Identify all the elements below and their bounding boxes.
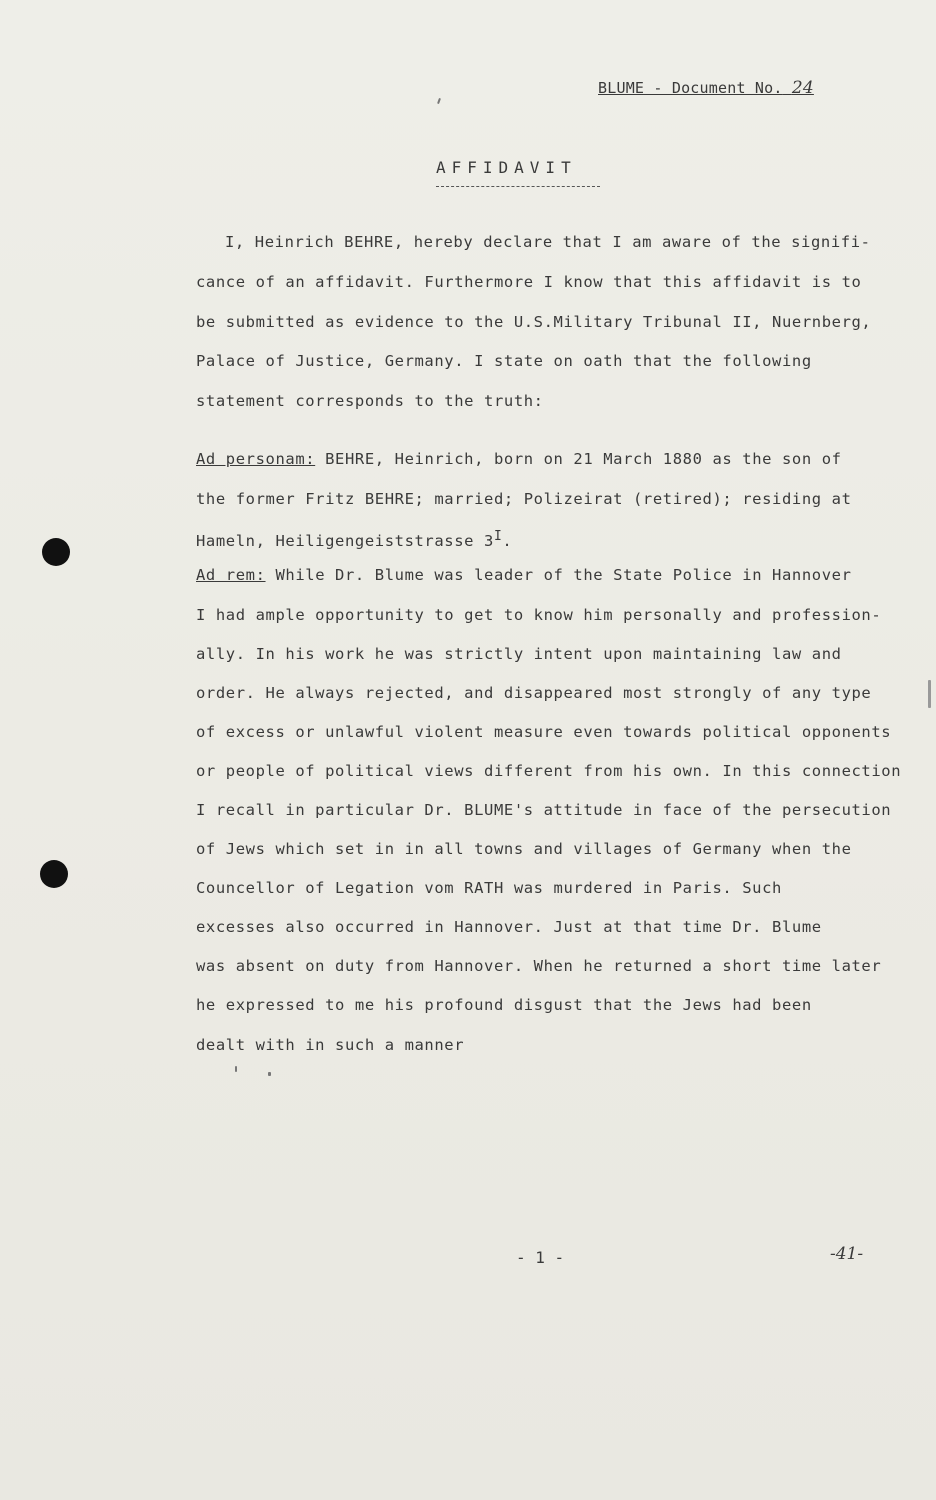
intro-line-1: I, Heinrich BEHRE, hereby declare that I am aware of the signifi- [225, 233, 871, 251]
paper-speck [437, 98, 441, 104]
address-period: . [502, 532, 513, 551]
punch-hole-top [42, 538, 70, 566]
ad-rem-line-11: was absent on duty from Hannover. When he returned a short time later [196, 957, 882, 975]
ad-personam-text-1: BEHRE, Heinrich, born on 21 March 1880 as the son of [325, 450, 842, 468]
paper-speck [268, 1072, 271, 1076]
ad-personam-line-1 [196, 450, 842, 468]
ad-rem-text-1: While Dr. Blume was leader of the State Police in Hannover [275, 566, 852, 584]
intro-line-2: cance of an affidavit. Furthermore I know that this affidavit is to [196, 273, 862, 291]
document-reference-text: BLUME - Document No. [598, 79, 783, 97]
paper-speck [235, 1066, 237, 1072]
address-text: Hameln, Heiligengeiststrasse 3 [196, 532, 494, 551]
paper-edge-mark [928, 680, 931, 708]
intro-line-3: be submitted as evidence to the U.S.Military Tribunal II, Nuernberg, [196, 313, 872, 331]
ad-rem-label: Ad rem: [196, 566, 266, 584]
ad-rem-line-2: I had ample opportunity to get to know him personally and profession- [196, 606, 882, 624]
ad-rem-line-3: ally. In his work he was strictly intent upon maintaining law and [196, 645, 842, 663]
intro-line-5: statement corresponds to the truth: [196, 392, 544, 410]
ad-personam-line-3 [196, 529, 512, 550]
punch-hole-bottom [40, 860, 68, 888]
title-underline [436, 186, 600, 187]
document-title: AFFIDAVIT [436, 158, 577, 177]
ad-rem-line-5: of excess or unlawful violent measure even towards political opponents [196, 723, 892, 741]
ad-personam-label: Ad personam: [196, 450, 316, 468]
sheet-number: -41- [830, 1244, 864, 1264]
ad-personam-line-2: the former Fritz BEHRE; married; Polizeirat (retired); residing at [196, 490, 852, 508]
document-number: 24 [791, 78, 814, 98]
ad-rem-line-4: order. He always rejected, and disappeared most strongly of any type [196, 684, 872, 702]
ad-rem-line-13: dealt with in such a manner [196, 1036, 465, 1054]
page-number: - 1 - [516, 1248, 565, 1267]
ad-rem-line-10: excesses also occurred in Hannover. Just at that time Dr. Blume [196, 918, 822, 936]
ad-rem-line-6: or people of political views different from his own. In this connection [196, 762, 902, 780]
address-superscript: I [493, 529, 503, 544]
document-reference [598, 78, 814, 98]
intro-line-4: Palace of Justice, Germany. I state on oath that the following [196, 352, 812, 370]
ad-rem-line-7: I recall in particular Dr. BLUME's attitude in face of the persecution [196, 801, 892, 819]
ad-rem-line-12: he expressed to me his profound disgust that the Jews had been [196, 996, 812, 1014]
ad-rem-line-1 [196, 566, 852, 584]
ad-rem-line-8: of Jews which set in in all towns and villages of Germany when the [196, 840, 852, 858]
ad-rem-line-9: Councellor of Legation vom RATH was murdered in Paris. Such [196, 879, 782, 897]
